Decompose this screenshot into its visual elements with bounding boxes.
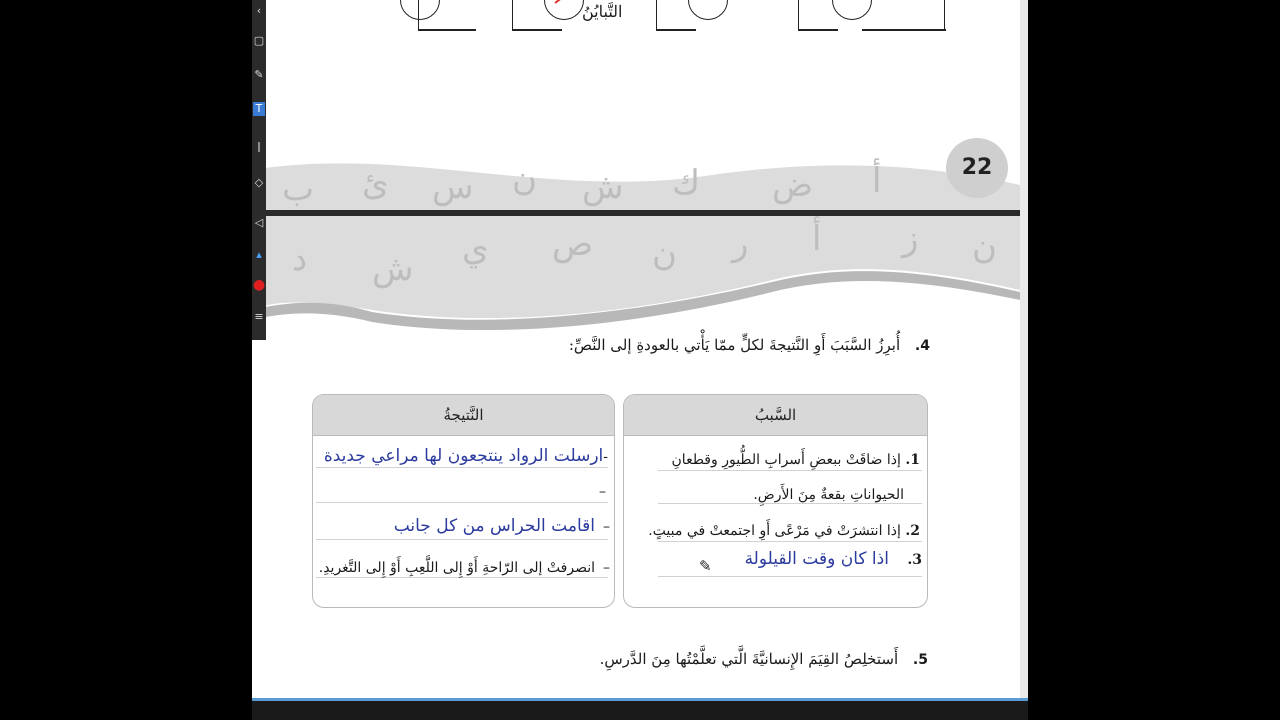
rectangle-icon[interactable]: ▢: [253, 34, 265, 47]
bottom-accent-line: [252, 698, 1028, 701]
svg-text:ب: ب: [282, 169, 315, 209]
question-number: 5.: [912, 652, 928, 668]
pen-icon[interactable]: ✎: [254, 68, 264, 81]
menu-icon[interactable]: ≡: [254, 310, 264, 323]
shape-icon[interactable]: ◁: [254, 216, 264, 229]
svg-text:ض: ض: [772, 165, 814, 205]
cause-header: السَّببُ: [624, 395, 927, 436]
handwritten-answer[interactable]: ارسلت الرواد ينتجعون لها مراعي جديدة: [323, 446, 604, 466]
row-dash: –: [603, 560, 610, 576]
result-row-2: [599, 484, 606, 500]
ruled-line: [658, 576, 922, 577]
annotation-toolbar: [252, 0, 266, 340]
answer-circle: [832, 0, 872, 20]
cause-text: إذا ضاقَتْ ببعضِ أَسرابِ الطُّيورِ وقطعانِ: [671, 452, 901, 468]
underline: [418, 29, 476, 31]
ruled-line: [658, 503, 922, 504]
ruled-line: [316, 577, 608, 578]
row-dash: -: [603, 449, 608, 465]
chevron-icon[interactable]: ‹: [256, 4, 262, 17]
svg-text:ن: ن: [972, 227, 997, 267]
svg-text:ز: ز: [902, 219, 919, 259]
row-number: 1.: [905, 452, 920, 468]
red-mark-icon: [545, 0, 583, 19]
color-red-icon[interactable]: ●: [253, 277, 266, 293]
ruled-line: [316, 467, 608, 468]
svg-text:ش: ش: [372, 249, 414, 289]
cause-row-1-cont: الحيواناتِ بقعةٌ مِنَ الأَرضِ.: [753, 487, 904, 503]
svg-text:أ: أ: [812, 219, 822, 259]
bracket-line: [418, 0, 419, 30]
answer-circle: [544, 0, 584, 20]
result-row-3: [394, 516, 610, 536]
cause-row-2: [648, 523, 920, 539]
text-icon[interactable]: T: [253, 102, 265, 116]
color-blue-icon[interactable]: ▴: [256, 248, 262, 261]
svg-text:ي: ي: [462, 229, 489, 269]
page-edge: [1020, 0, 1028, 698]
row-dash: –: [603, 519, 610, 535]
svg-text:ن: ن: [652, 234, 677, 274]
question-5: [600, 650, 928, 668]
underline: [798, 29, 838, 31]
bracket-line: [798, 0, 799, 30]
underline: [862, 29, 946, 31]
question-4: [569, 336, 930, 354]
ruled-line: [316, 539, 608, 540]
result-row-4: [319, 560, 610, 576]
page-number: 22: [946, 138, 1008, 198]
result-row-1: [324, 446, 608, 466]
result-header: النَّتيجةُ: [313, 395, 614, 436]
question-text: أَستخلِصُ القِيَمَ الإِنسانيَّةَ الَّتي تعلَّمْتُها مِنَ الدَّرسِ.: [599, 650, 899, 668]
ruled-line: [316, 502, 608, 503]
svg-text:د: د: [292, 239, 308, 279]
answer-circle: [688, 0, 728, 20]
svg-text:ئ: ئ: [362, 164, 389, 204]
worksheet-page: [252, 0, 1020, 698]
ruled-line: [658, 470, 922, 471]
svg-text:ر: ر: [732, 224, 749, 264]
bracket-line: [656, 0, 657, 30]
bottom-bar: [252, 698, 1028, 720]
svg-text:أ: أ: [872, 161, 882, 201]
underline: [512, 29, 562, 31]
row-number: 3.: [907, 552, 922, 568]
svg-text:ك: ك: [672, 163, 701, 203]
pencil-cursor-icon: ✎: [699, 557, 712, 575]
svg-text:ص: ص: [552, 224, 594, 264]
eraser-icon[interactable]: ◇: [254, 176, 264, 189]
question-number: 4.: [914, 338, 930, 354]
ruled-line: [658, 541, 922, 542]
svg-text:ن: ن: [512, 159, 537, 199]
bracket-line: [512, 0, 513, 30]
result-text: انصرفتْ إلى الرّاحةِ أَوْ إِلى اللَّعِبِ أَوْ إِلى التَّغريدِ.: [318, 560, 595, 576]
underline: [656, 29, 696, 31]
bracket-line: [944, 0, 945, 30]
cause-row-1: [672, 452, 920, 468]
svg-text:ش: ش: [582, 167, 624, 207]
answer-circle: [400, 0, 440, 20]
highlighter-icon[interactable]: ǀ: [257, 140, 261, 153]
question-text: أُبرِزُ السَّبَبَ أَوِ النَّتيجةَ لكلٍّ ممّا يَأْتي بالعودةِ إلى النَّصِّ:: [568, 336, 901, 354]
handwritten-answer[interactable]: اذا كان وقت القيلولة: [744, 549, 889, 569]
row-number: 2.: [905, 523, 920, 539]
cause-row-3: [745, 549, 922, 569]
row-dash: –: [599, 484, 606, 500]
decorative-banner: [252, 150, 1020, 330]
top-word: التَّبايُنُ: [582, 2, 623, 21]
svg-text:س: س: [432, 167, 474, 207]
cause-text: إذا انتشرَتْ في مَرْعًى أَوِ اجتمعتْ في مبيتٍ.: [648, 523, 901, 539]
handwritten-answer[interactable]: اقامت الحراس من كل جانب: [393, 516, 595, 536]
